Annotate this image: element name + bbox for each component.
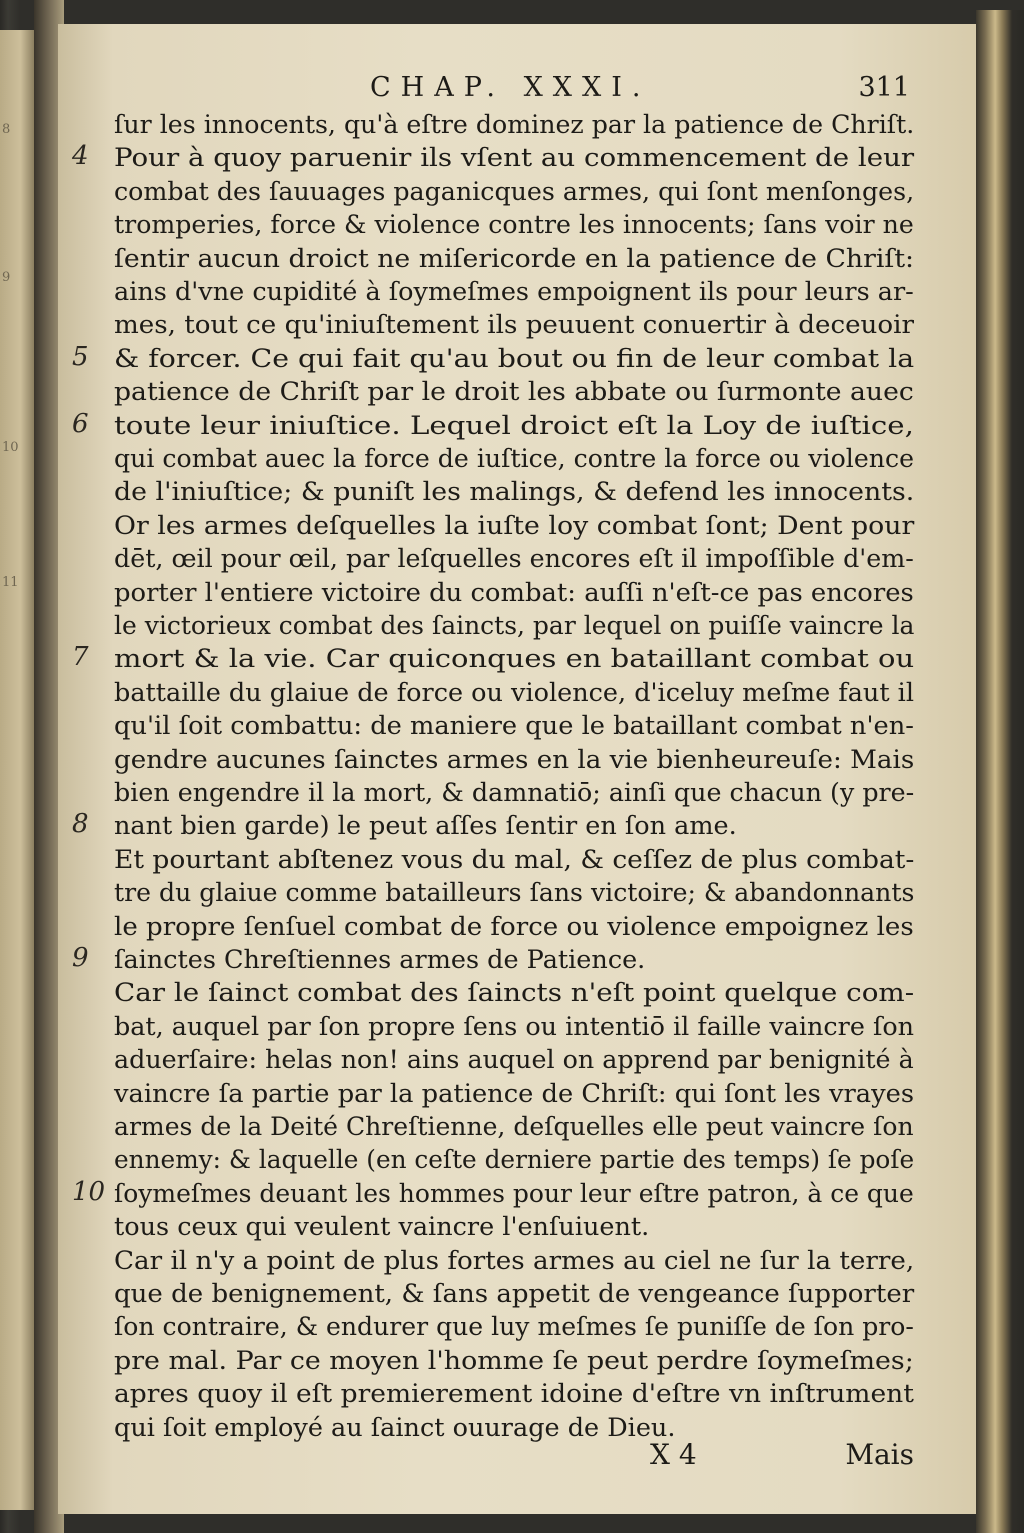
text-line-content: qui ſoit employé au ſainct ouurage de Dieu. — [114, 1412, 676, 1443]
printed-page — [58, 24, 976, 1514]
text-line-content: qu'il ſoit combattu: de maniere que le bataillant combat n'en- — [114, 711, 914, 742]
text-line-content: le propre ſenſuel combat de force ou violence empoignez les — [114, 911, 914, 942]
page-edges — [976, 10, 1024, 1533]
text-line-content: ſentir aucun droict ne miſericorde en la patience de Chriſt: — [114, 243, 915, 274]
text-line-content: Et pourtant abſtenez vous du mal, & ceſſez de plus combat- — [114, 844, 915, 875]
text-line — [114, 1043, 914, 1077]
running-head — [58, 72, 976, 112]
text-line-content: mort & la vie. Car quiconques en bataillant combat ou — [114, 644, 915, 675]
text-line-content: nant bien garde) le peut aſſes ſentir en ſon ame. — [114, 811, 737, 842]
facing-margin-number: 11 — [2, 575, 19, 590]
text-line-content: combat des ſauuages paganicques armes, qui ſont menſonges, — [114, 176, 915, 207]
text-line — [114, 175, 914, 209]
text-line — [114, 1077, 914, 1111]
text-line — [114, 1110, 914, 1144]
chapter-heading: CHAP. XXXI. — [370, 72, 651, 103]
text-line-content: patience de Chriſt par le droit les abbate ou ſurmonte auec — [114, 377, 914, 408]
catchline — [114, 1438, 914, 1478]
text-line-content: ains d'vne cupidité à ſoymeſmes empoignent ils pour leurs ar- — [114, 277, 914, 307]
text-line-content: tromperies, force & violence contre les innocents; ſans voir ne — [114, 210, 914, 241]
text-line — [114, 1177, 914, 1211]
text-line — [114, 308, 914, 342]
text-line — [114, 976, 914, 1010]
text-line-content: ſainctes Chreſtiennes armes de Patience. — [114, 945, 646, 975]
text-line — [114, 1244, 914, 1278]
text-line — [114, 809, 914, 843]
text-line-content: tous ceux qui veulent vaincre l'enſuiuent. — [114, 1212, 650, 1243]
text-line-content: porter l'entiere victoire du combat: auſſi n'eſt-ce pas encores — [114, 577, 914, 608]
text-line-content: Car le ſainct combat des ſaincts n'eſt point quelque com- — [114, 978, 915, 1009]
facing-margin-number: 8 — [2, 122, 11, 137]
text-line — [114, 609, 914, 643]
text-line — [114, 141, 914, 175]
text-line — [114, 1344, 914, 1378]
text-line — [114, 375, 914, 409]
text-line-content: gendre aucunes ſainctes armes en la vie bienheureuſe: Mais — [114, 744, 915, 775]
text-line — [114, 642, 914, 676]
text-line-content: vaincre ſa partie par la patience de Chriſt: qui ſont les vrayes — [114, 1078, 915, 1109]
text-line — [114, 843, 914, 877]
text-line-content: Pour à quoy paruenir ils vſent au commencement de leur — [114, 143, 915, 174]
text-line-content: aduerſaire: helas non! ains auquel on apprend par benignité à — [114, 1045, 914, 1076]
text-line-content: battaille du glaiue de force ou violence, d'iceluy meſme faut il — [114, 677, 914, 708]
catchword: Mais — [845, 1438, 914, 1471]
text-line-content: tre du glaiue comme batailleurs ſans victoire; & abandonnants — [114, 878, 915, 909]
text-line — [114, 1210, 914, 1244]
text-line — [114, 776, 914, 810]
text-line-content: de l'iniuſtice; & puniſt les malings, & defend les innocents. — [114, 477, 915, 508]
text-line — [114, 876, 914, 910]
text-line — [114, 409, 914, 443]
text-line-content: ſur les innocents, qu'à eſtre dominez par la patience de Chriſt. — [114, 110, 915, 140]
page-number: 311 — [858, 72, 910, 103]
text-line — [114, 108, 914, 142]
verse-number: 10 — [72, 1176, 106, 1207]
signature-mark: X 4 — [650, 1438, 697, 1471]
text-line-content: armes de la Deité Chreſtienne, deſquelles elle peut vaincre ſon — [114, 1112, 914, 1142]
text-line — [114, 943, 914, 977]
text-line — [114, 442, 914, 476]
facing-margin-number: 9 — [2, 270, 11, 285]
facing-page-edge — [0, 30, 34, 1510]
text-line-content: ennemy: & laquelle (en ceſte derniere partie des temps) ſe poſe — [114, 1145, 915, 1176]
verse-number: 4 — [72, 141, 89, 172]
text-line — [114, 1277, 914, 1311]
text-line — [114, 1010, 914, 1044]
text-line — [114, 743, 914, 777]
text-line-content: bien engendre il la mort, & damnatiō; ainſi que chacun (y pre- — [114, 778, 915, 808]
text-line — [114, 1377, 914, 1411]
text-line — [114, 1310, 914, 1344]
verse-number: 8 — [72, 809, 89, 840]
verse-number: 7 — [72, 642, 89, 673]
text-line — [114, 275, 914, 309]
text-line-content: pre mal. Par ce moyen l'homme ſe peut perdre ſoymeſmes; — [114, 1345, 914, 1376]
text-line-content: dēt, œil pour œil, par leſquelles encores eſt il impoſſible d'em- — [114, 544, 914, 575]
text-line-content: & forcer. Ce qui fait qu'au bout ou fin de leur combat la — [114, 343, 915, 374]
text-line-content: Or les armes deſquelles la iuſte loy combat ſont; Dent pour — [114, 510, 915, 541]
text-line-content: Car il n'y a point de plus fortes armes au ciel ne ſur la terre, — [114, 1245, 915, 1276]
text-line — [114, 208, 914, 242]
text-line — [114, 709, 914, 743]
text-line — [114, 576, 914, 610]
text-line — [114, 910, 914, 944]
verse-number: 5 — [72, 341, 89, 372]
text-line-content: bat, auquel par ſon propre ſens ou intentiō il faille vaincre ſon — [114, 1011, 915, 1042]
verse-number: 9 — [72, 943, 89, 973]
text-line-content: toute leur iniuſtice. Lequel droict eſt la Loy de iuſtice, — [114, 410, 914, 441]
text-line-content: qui combat auec la force de iuſtice, contre la force ou violence — [114, 444, 914, 474]
text-line-content: ſon contraire, & endurer que luy meſmes ſe puniſſe de ſon pro- — [114, 1312, 914, 1343]
text-line — [114, 475, 914, 509]
facing-margin-number: 10 — [2, 440, 19, 455]
text-line — [114, 542, 914, 576]
text-line-content: ſoymeſmes deuant les hommes pour leur eſtre patron, à ce que — [114, 1178, 914, 1209]
verse-number: 6 — [72, 408, 89, 439]
text-line — [114, 1143, 914, 1177]
text-line-content: que de benignement, & ſans appetit de vengeance ſupporter — [114, 1279, 915, 1309]
text-line — [114, 676, 914, 710]
text-line-content: apres quoy il eſt premierement idoine d'eſtre vn inſtrument — [114, 1379, 914, 1410]
text-line-content: le victorieux combat des ſaincts, par lequel on puiſſe vaincre la — [114, 611, 915, 641]
text-line — [114, 509, 914, 543]
text-line — [114, 342, 914, 376]
text-line — [114, 242, 914, 276]
text-line-content: mes, tout ce qu'iniuſtement ils peuuent conuertir à deceuoir — [114, 310, 914, 341]
